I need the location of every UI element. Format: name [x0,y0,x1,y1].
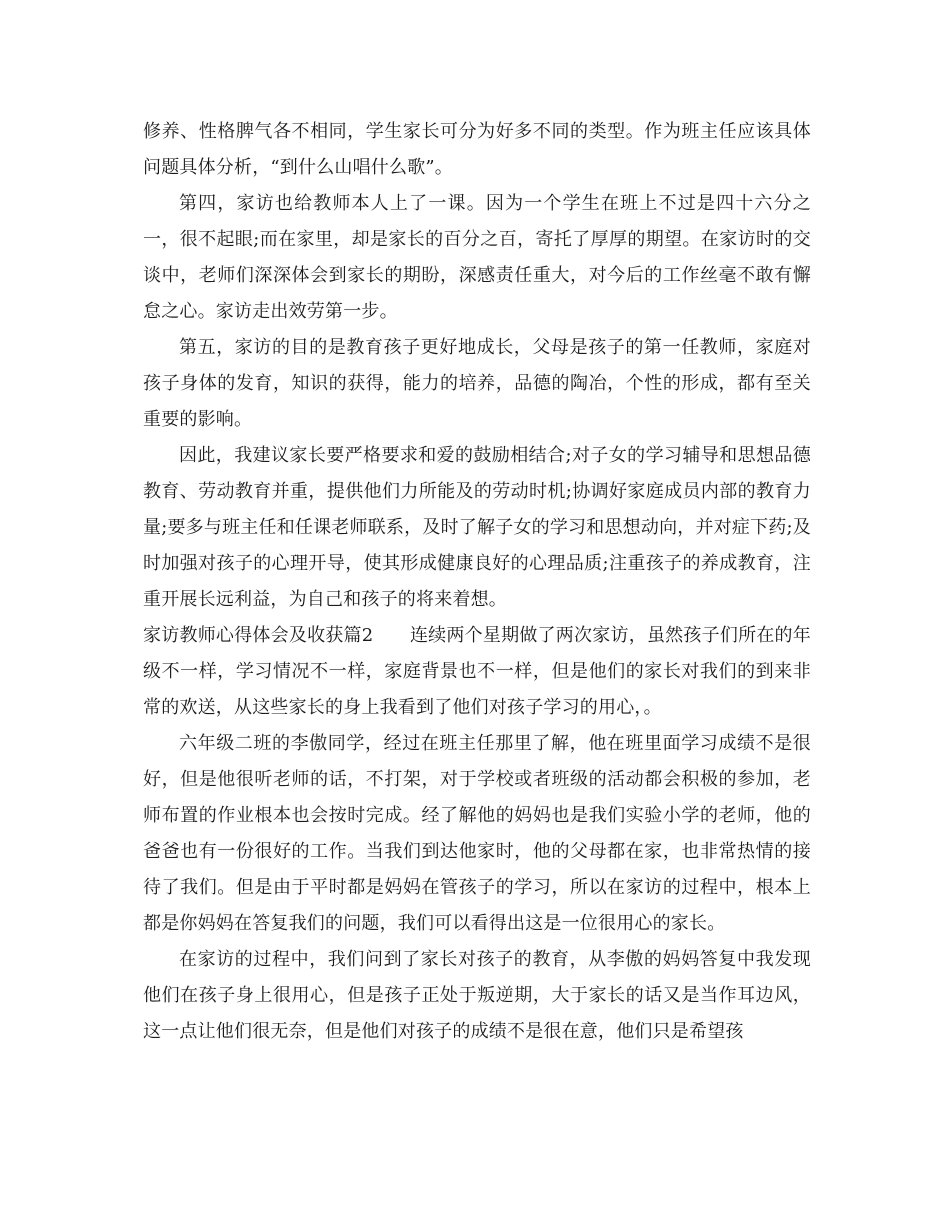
paragraph-7-text: 在家访的过程中，我们问到了家长对孩子的教育，从李傲的妈妈答复中我发现他们在孩子身上很用心，但是孩子正处于叛逆期，大于家长的话又是当作耳边风，这一点让他们很无奈，但是他们对孩子的成绩不是很在意，他们只是希望孩 [143,949,811,1042]
paragraph-6-text: 六年级二班的李傲同学，经过在班主任那里了解，他在班里面学习成绩不是很好，但是他很听老师的话，不打架，对于学校或者班级的活动都会积极的参加，老师布置的作业根本也会按时完成。经了解他的妈妈也是我们实验小学的老师，他的爸爸也有一份很好的工作。当我们到达他家时，他的父母都在家，也非常热情的接待了我们。但是由于平时都是妈妈在管孩子的学习，所以在家访的过程中，根本上都是你妈妈在答复我们的问题，我们可以看得出这是一位很用心的家长。 [143,733,811,934]
paragraph-5 [143,618,811,726]
heading-gap [373,625,410,646]
paragraph-2 [143,186,811,330]
paragraph-1 [143,114,811,186]
paragraph-2-text: 第四，家访也给教师本人上了一课。因为一个学生在班上不过是四十六分之一，很不起眼;而在家里，却是家长的百分之百，寄托了厚厚的期望。在家访时的交谈中，老师们深深体会到家长的期盼，深感责任重大，对今后的工作丝毫不敢有懈怠之心。家访走出效劳第一步。 [143,193,811,322]
document-body [143,114,811,1050]
paragraph-4 [143,438,811,618]
paragraph-5-text: 连续两个星期做了两次家访，虽然孩子们所在的年级不一样，学习情况不一样，家庭背景也不一样，但是他们的家长对我们的到来非常的欢送，从这些家长的身上我看到了他们对孩子学习的用心，。 [143,625,811,718]
paragraph-1-text: 修养、性格脾气各不相同，学生家长可分为好多不同的类型。作为班主任应该具体问题具体分析，“到什么山唱什么歌”。 [143,121,811,178]
paragraph-4-text: 因此，我建议家长要严格要求和爱的鼓励相结合;对子女的学习辅导和思想品德教育、劳动教育并重，提供他们力所能及的劳动时机;协调好家庭成员内部的教育力量;要多与班主任和任课老师联系，及时了解子女的学习和思想动向，并对症下药;及时加强对孩子的心理开导，使其形成健康良好的心理品质;注重孩子的养成教育，注重开展长远利益，为自己和孩子的将来着想。 [143,445,811,610]
section-heading: 家访教师心得体会及收获篇2 [143,625,374,646]
paragraph-3 [143,330,811,438]
paragraph-7 [143,942,811,1050]
paragraph-3-text: 第五，家访的目的是教育孩子更好地成长，父母是孩子的第一任教师，家庭对孩子身体的发育，知识的获得，能力的培养，品德的陶冶，个性的形成，都有至关重要的影响。 [143,337,811,430]
paragraph-6 [143,726,811,942]
